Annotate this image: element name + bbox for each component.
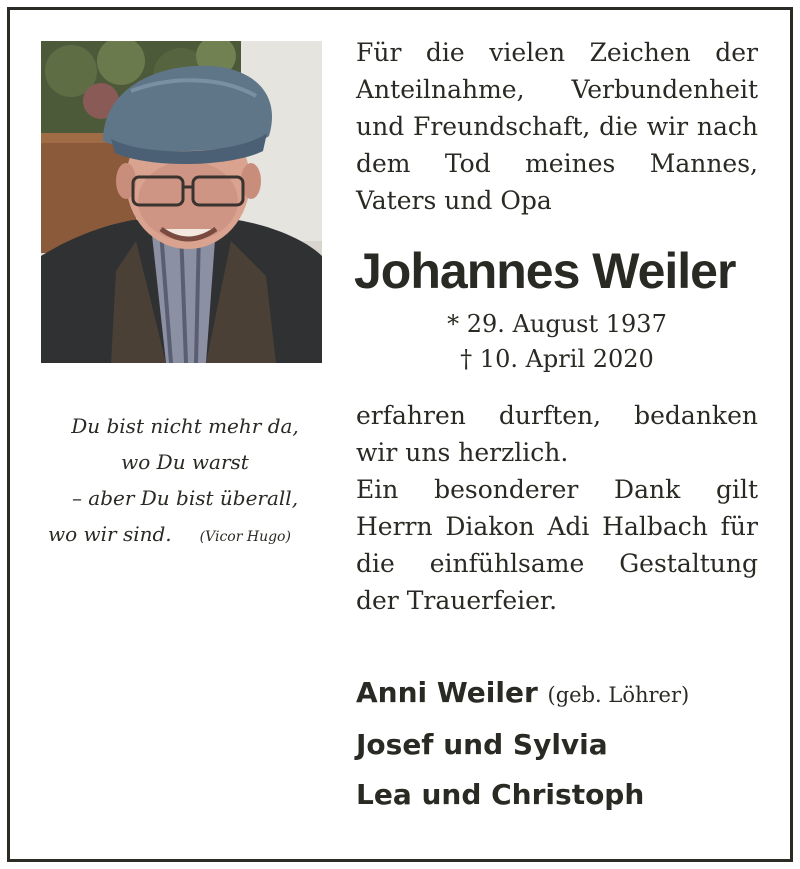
intro-line: dem Tod meines Mannes, (356, 149, 758, 178)
closing-last-line: der Trauerfeier. (356, 586, 558, 615)
maiden-name-note: (geb. Löhrer) (547, 683, 690, 707)
family-row (356, 668, 766, 720)
intro-line: Anteilnahme, Verbundenheit (356, 75, 758, 104)
closing-line: die einfühlsame Gestaltung (356, 549, 758, 578)
quote-line: Du bist nicht mehr da, (71, 414, 299, 438)
family-signatures (356, 668, 766, 820)
closing-text (356, 397, 758, 619)
family-row: Lea und Christoph (356, 778, 645, 811)
quote-line: wo Du warst (121, 450, 249, 474)
intro-text (356, 34, 758, 219)
family-name: Anni Weiler (356, 676, 538, 709)
quote-line: wo wir sind. (48, 522, 172, 546)
death-date: † 10. April 2020 (460, 345, 654, 373)
intro-line: Für die vielen Zeichen der (356, 38, 758, 67)
intro-line: und Freundschaft, die wir nach (356, 112, 758, 141)
closing-line: Herrn Diakon Adi Halbach für (356, 512, 758, 541)
life-dates (356, 307, 758, 377)
intro-last-line: Vaters und Opa (356, 186, 552, 215)
closing-line: erfahren durften, bedanken (356, 401, 758, 430)
closing-line: Ein besonderer Dank gilt (356, 475, 758, 504)
closing-line: wir uns herzlich. (356, 438, 569, 467)
quote-line: – aber Du bist überall, (71, 486, 299, 510)
memorial-quote (30, 408, 340, 555)
deceased-name: Johannes Weiler (354, 243, 736, 299)
quote-line-last (30, 516, 340, 555)
birth-date: * 29. August 1937 (447, 310, 667, 338)
quote-author: (Vicor Hugo) (199, 529, 291, 545)
family-row: Josef und Sylvia (356, 728, 608, 761)
portrait-photo (41, 41, 322, 363)
